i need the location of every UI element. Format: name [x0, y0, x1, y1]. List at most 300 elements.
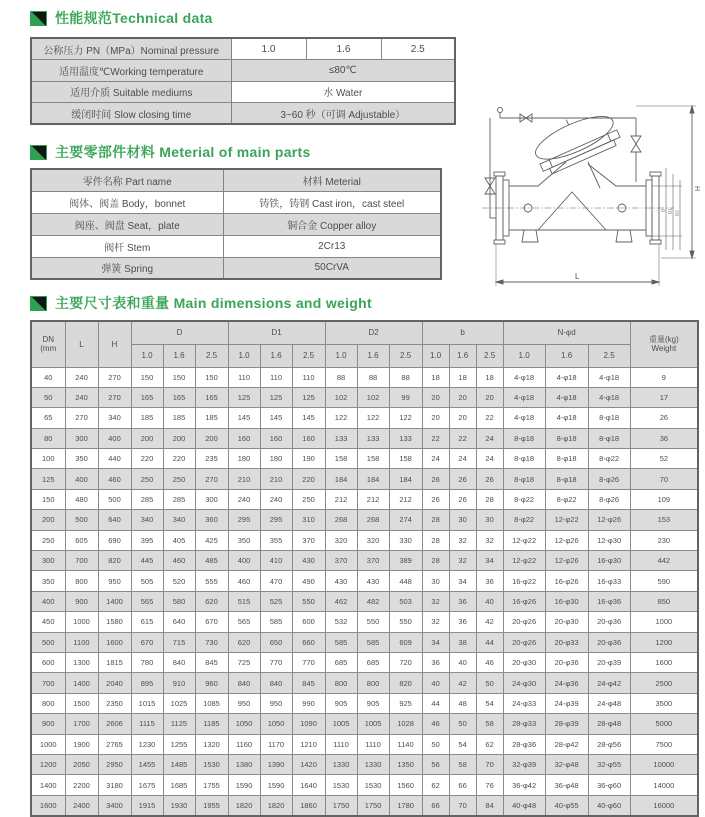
dim-value: 42	[449, 673, 476, 693]
pressure-header: 2.5	[292, 344, 325, 367]
dim-value: 210	[260, 469, 292, 489]
dim-value: 1900	[65, 734, 98, 754]
dim-value: 1200	[630, 632, 698, 652]
dim-value: 184	[357, 469, 389, 489]
dim-row	[31, 591, 698, 611]
dim-value: 185	[163, 408, 195, 428]
dn-value: 350	[31, 571, 65, 591]
dim-value: 230	[630, 530, 698, 550]
dim-value: 685	[357, 652, 389, 672]
dim-value: 180	[228, 449, 260, 469]
dim-value: 480	[65, 489, 98, 509]
dim-value: 565	[131, 591, 163, 611]
material-row	[31, 235, 441, 257]
dim-value: 212	[357, 489, 389, 509]
dim-value: 1815	[98, 652, 131, 672]
valve-technical-drawing	[476, 90, 705, 300]
dim-value: 370	[292, 530, 325, 550]
dn-value: 50	[31, 387, 65, 407]
dim-value: 3180	[98, 775, 131, 795]
dn-value: 65	[31, 408, 65, 428]
dim-value: 1320	[195, 734, 228, 754]
dim-value: 1685	[163, 775, 195, 795]
dim-row	[31, 449, 698, 469]
dim-value: 990	[292, 693, 325, 713]
dim-value: 730	[195, 632, 228, 652]
dim-value: 24-φ36	[545, 673, 588, 693]
dim-value: 1485	[163, 754, 195, 774]
technical-row	[31, 81, 455, 103]
dim-value: 462	[325, 591, 357, 611]
dim-value: 2040	[98, 673, 131, 693]
dim-value: 460	[98, 469, 131, 489]
dim-value: 210	[228, 469, 260, 489]
dim-row	[31, 387, 698, 407]
dim-value: 2200	[65, 775, 98, 795]
dn-value: 900	[31, 714, 65, 734]
pressure-header: 1.6	[260, 344, 292, 367]
dim-value: 285	[163, 489, 195, 509]
dim-value: 503	[389, 591, 422, 611]
dn-value: 1400	[31, 775, 65, 795]
dim-value: 1300	[65, 652, 98, 672]
dim-value: 1050	[260, 714, 292, 734]
dim-value: 4-φ18	[503, 387, 545, 407]
dim-value: 780	[131, 652, 163, 672]
dim-value: 212	[389, 489, 422, 509]
dim-value: 40	[449, 652, 476, 672]
dim-value: 950	[260, 693, 292, 713]
dim-value: 4-φ18	[503, 367, 545, 387]
pressure-header: 1.6	[163, 344, 195, 367]
dim-value: 12-φ26	[545, 530, 588, 550]
dim-value: 26	[476, 469, 503, 489]
dim-value: 1015	[131, 693, 163, 713]
dim-value: 715	[163, 632, 195, 652]
dim-value: 685	[325, 652, 357, 672]
dim-value: 555	[195, 571, 228, 591]
weight-line: Weight	[651, 344, 677, 354]
dim-value: 40-φ60	[588, 795, 630, 815]
dim-value: 270	[65, 408, 98, 428]
dim-value: 550	[389, 612, 422, 632]
dim-value: 3400	[98, 795, 131, 815]
section-marker-icon	[30, 11, 47, 26]
dim-value: 125	[260, 387, 292, 407]
dim-value: 62	[422, 775, 449, 795]
dim-value: 1700	[65, 714, 98, 734]
dim-value: 268	[357, 510, 389, 530]
dim-row	[31, 571, 698, 591]
dim-value: 24-φ30	[503, 673, 545, 693]
dim-value: 585	[357, 632, 389, 652]
dim-value: 36-φ42	[503, 775, 545, 795]
dim-value: 18	[422, 367, 449, 387]
dim-value: 1100	[65, 632, 98, 652]
dim-value: 295	[228, 510, 260, 530]
column-header: 零件名称 Part name	[31, 169, 223, 191]
dim-value: 158	[389, 449, 422, 469]
dim-value: 14000	[630, 775, 698, 795]
dim-value: 310	[292, 510, 325, 530]
dim-value: 30	[476, 510, 503, 530]
dim-value: 725	[228, 652, 260, 672]
dim-value: 1955	[195, 795, 228, 815]
diaphragm-actuator	[528, 102, 623, 176]
dim-value: 350	[65, 449, 98, 469]
dim-value: 395	[131, 530, 163, 550]
dim-value: 16-φ26	[545, 571, 588, 591]
dim-value: 110	[260, 367, 292, 387]
material-value: 2Cr13	[223, 235, 441, 257]
dim-value: 122	[389, 408, 422, 428]
dn-value: 80	[31, 428, 65, 448]
dim-value: 165	[195, 387, 228, 407]
dim-value: 4-φ18	[503, 408, 545, 428]
dim-value: 20-φ39	[588, 652, 630, 672]
dim-value: 165	[163, 387, 195, 407]
dim-value: 20-φ26	[503, 632, 545, 652]
dim-value: 1400	[98, 591, 131, 611]
part-name: 阀杆 Stem	[31, 235, 223, 257]
pressure-header: 1.0	[503, 344, 545, 367]
dim-value: 950	[98, 571, 131, 591]
dim-value: 158	[357, 449, 389, 469]
column-header: 材料 Meterial	[223, 169, 441, 191]
pressure-header: 2.5	[389, 344, 422, 367]
dim-value: 770	[292, 652, 325, 672]
dim-value: 32	[476, 530, 503, 550]
dim-value: 1170	[260, 734, 292, 754]
dim-value: 190	[292, 449, 325, 469]
dim-value: 40	[476, 591, 503, 611]
dim-value: 8-φ22	[503, 510, 545, 530]
dim-value: 620	[195, 591, 228, 611]
dim-value: 1230	[131, 734, 163, 754]
dim-value: 1455	[131, 754, 163, 774]
pressure-header: 2.5	[588, 344, 630, 367]
dim-value: 26	[449, 489, 476, 509]
material-row	[31, 191, 441, 213]
dim-value: 840	[228, 673, 260, 693]
dn-value: 100	[31, 449, 65, 469]
material-value: 铜合金 Copper alloy	[223, 213, 441, 235]
dim-value: 36	[449, 591, 476, 611]
dim-value: 24-φ48	[588, 693, 630, 713]
row-label: 缓闭时间 Slow closing time	[31, 103, 231, 125]
dim-value: 28	[422, 510, 449, 530]
dim-value: 26	[630, 408, 698, 428]
dim-value: 20	[449, 387, 476, 407]
dim-value: 46	[476, 652, 503, 672]
dim-value: 300	[65, 428, 98, 448]
l-header: L	[65, 321, 98, 367]
dim-value: 28-φ39	[545, 714, 588, 734]
dim-value: 184	[325, 469, 357, 489]
dim-value: 1750	[325, 795, 357, 815]
dim-value: 17	[630, 387, 698, 407]
dim-value: 1390	[260, 754, 292, 774]
dim-value: 640	[98, 510, 131, 530]
dimension-label-d: D	[660, 208, 666, 212]
dim-value: 150	[195, 367, 228, 387]
dim-value: 532	[325, 612, 357, 632]
dim-value: 1915	[131, 795, 163, 815]
material-value: 50CrVA	[223, 257, 441, 279]
pressure-header: 1.0	[228, 344, 260, 367]
part-name: 阀体、阀盖 Body，bonnet	[31, 191, 223, 213]
pressure-header: 1.0	[325, 344, 357, 367]
dim-value: 28-φ56	[588, 734, 630, 754]
dim-value: 145	[228, 408, 260, 428]
dim-value: 340	[98, 408, 131, 428]
dim-value: 32	[422, 612, 449, 632]
dimension-label-l: L	[575, 272, 580, 281]
dim-value: 220	[131, 449, 163, 469]
weight-header	[630, 321, 698, 367]
dim-value: 820	[98, 551, 131, 571]
dim-value: 24-φ42	[588, 673, 630, 693]
dim-value: 58	[476, 714, 503, 734]
dim-value: 8-φ26	[588, 489, 630, 509]
dim-value: 1530	[357, 775, 389, 795]
dim-row	[31, 367, 698, 387]
dn-value: 1200	[31, 754, 65, 774]
dim-row	[31, 734, 698, 754]
dim-value: 88	[389, 367, 422, 387]
dim-value: 845	[292, 673, 325, 693]
dim-value: 1005	[325, 714, 357, 734]
dim-value: 20	[422, 408, 449, 428]
dim-value: 32-φ55	[588, 754, 630, 774]
dim-value: 46	[422, 714, 449, 734]
dim-value: 145	[292, 408, 325, 428]
dim-value: 1780	[389, 795, 422, 815]
dim-value: 220	[292, 469, 325, 489]
dim-value: 1590	[260, 775, 292, 795]
dim-value: 1000	[65, 612, 98, 632]
part-name: 弹簧 Spring	[31, 257, 223, 279]
dim-value: 122	[357, 408, 389, 428]
dim-value: 1125	[163, 714, 195, 734]
pressure-header: 2.5	[195, 344, 228, 367]
dim-value: 320	[357, 530, 389, 550]
dim-value: 1530	[325, 775, 357, 795]
dim-value: 1580	[98, 612, 131, 632]
dim-value: 56	[422, 754, 449, 774]
dim-value: 28-φ36	[503, 734, 545, 754]
dim-value: 350	[228, 530, 260, 550]
dim-value: 50	[476, 673, 503, 693]
dim-value: 250	[131, 469, 163, 489]
dim-value: 158	[325, 449, 357, 469]
dim-value: 1675	[131, 775, 163, 795]
dim-value: 30	[449, 510, 476, 530]
dim-row	[31, 795, 698, 815]
dim-value: 200	[131, 428, 163, 448]
dim-value: 26	[449, 469, 476, 489]
material-row	[31, 257, 441, 279]
dim-value: 1140	[389, 734, 422, 754]
dim-value: 16-φ33	[588, 571, 630, 591]
dim-value: 1400	[65, 673, 98, 693]
group-header: D2	[325, 321, 422, 344]
pressure-header: 1.0	[422, 344, 449, 367]
dim-value: 24	[422, 449, 449, 469]
dim-value: 20-φ36	[588, 632, 630, 652]
dim-value: 340	[131, 510, 163, 530]
dim-value: 22	[422, 428, 449, 448]
dim-value: 430	[325, 571, 357, 591]
row-label: 适用温度℃Working temperature	[31, 60, 231, 82]
dim-value: 240	[65, 367, 98, 387]
dim-value: 84	[476, 795, 503, 815]
dim-value: 425	[195, 530, 228, 550]
dim-value: 28	[422, 530, 449, 550]
dim-value: 20	[449, 408, 476, 428]
dim-value: 442	[630, 551, 698, 571]
dn-value: 500	[31, 632, 65, 652]
dn-value: 700	[31, 673, 65, 693]
material-table	[30, 168, 442, 280]
dim-value: 16-φ30	[588, 551, 630, 571]
dim-value: 165	[131, 387, 163, 407]
dn-header	[31, 321, 65, 367]
dim-value: 482	[357, 591, 389, 611]
dim-value: 268	[325, 510, 357, 530]
h-header: H	[98, 321, 131, 367]
dim-value: 150	[163, 367, 195, 387]
dim-value: 70	[449, 795, 476, 815]
group-header: D	[131, 321, 228, 344]
dim-value: 76	[476, 775, 503, 795]
technical-row	[31, 60, 455, 82]
dim-value: 16000	[630, 795, 698, 815]
dim-value: 20-φ36	[545, 652, 588, 672]
dim-value: 330	[389, 530, 422, 550]
dim-value: 40-φ48	[503, 795, 545, 815]
dim-value: 28	[422, 551, 449, 571]
dim-value: 1025	[163, 693, 195, 713]
dim-header-row-1	[31, 321, 698, 344]
dim-value: 250	[163, 469, 195, 489]
dim-value: 133	[389, 428, 422, 448]
dim-value: 122	[325, 408, 357, 428]
dim-value: 8-φ22	[545, 489, 588, 509]
dim-value: 1860	[292, 795, 325, 815]
body-top-contour	[509, 162, 646, 186]
dim-value: 32	[449, 530, 476, 550]
dim-value: 840	[163, 652, 195, 672]
dim-value: 448	[389, 571, 422, 591]
dim-value: 70	[476, 754, 503, 774]
dim-value: 2950	[98, 754, 131, 774]
dim-value: 30	[422, 571, 449, 591]
dim-value: 660	[292, 632, 325, 652]
technical-data-table	[30, 37, 456, 125]
dim-value: 360	[195, 510, 228, 530]
dim-value: 430	[357, 571, 389, 591]
dim-value: 2400	[65, 795, 98, 815]
dim-value: 565	[228, 612, 260, 632]
dim-value: 20-φ30	[545, 612, 588, 632]
dim-value: 180	[260, 449, 292, 469]
dim-row	[31, 652, 698, 672]
dim-value: 1500	[65, 693, 98, 713]
dim-value: 88	[357, 367, 389, 387]
dim-value: 18	[449, 367, 476, 387]
dn-value: 200	[31, 510, 65, 530]
dim-value: 110	[292, 367, 325, 387]
dim-value: 670	[131, 632, 163, 652]
row-label: 适用介质 Suitable mediums	[31, 81, 231, 103]
dim-row	[31, 530, 698, 550]
dim-row	[31, 408, 698, 428]
section-title-text: 主要尺寸表和重量 Main dimensions and weight	[55, 295, 372, 311]
dim-value: 42	[476, 612, 503, 632]
dimension-label-d2: D2	[674, 210, 680, 216]
dim-value: 1820	[260, 795, 292, 815]
dim-value: 185	[195, 408, 228, 428]
dim-value: 24	[476, 428, 503, 448]
dim-value: 145	[260, 408, 292, 428]
dim-value: 8-φ22	[588, 449, 630, 469]
dim-row	[31, 510, 698, 530]
dim-value: 490	[292, 571, 325, 591]
dim-value: 1600	[630, 652, 698, 672]
dim-value: 212	[325, 489, 357, 509]
dim-value: 160	[228, 428, 260, 448]
dn-line: (mm	[40, 344, 57, 354]
dim-value: 925	[389, 693, 422, 713]
dim-value: 24-φ39	[545, 693, 588, 713]
dn-value: 800	[31, 693, 65, 713]
dim-value: 460	[228, 571, 260, 591]
dim-value: 620	[228, 632, 260, 652]
dim-value: 8-φ22	[503, 489, 545, 509]
dim-value: 22	[449, 428, 476, 448]
dimension-label-h: H	[693, 186, 700, 192]
dim-value: 2350	[98, 693, 131, 713]
dim-value: 160	[260, 428, 292, 448]
dim-value: 405	[163, 530, 195, 550]
dn-value: 40	[31, 367, 65, 387]
dim-value: 845	[195, 652, 228, 672]
dim-value: 109	[630, 489, 698, 509]
row-value: ≤80℃	[231, 60, 455, 82]
dn-value: 300	[31, 551, 65, 571]
dim-row	[31, 754, 698, 774]
dim-value: 389	[389, 551, 422, 571]
dim-value: 24	[449, 449, 476, 469]
dim-value: 4-φ18	[545, 408, 588, 428]
dim-value: 200	[195, 428, 228, 448]
dim-value: 525	[260, 591, 292, 611]
dim-value: 295	[260, 510, 292, 530]
dim-value: 66	[449, 775, 476, 795]
dim-value: 700	[65, 551, 98, 571]
dn-line: DN	[42, 335, 55, 345]
dim-value: 690	[98, 530, 131, 550]
dim-value: 2765	[98, 734, 131, 754]
dim-value: 580	[163, 591, 195, 611]
dim-value: 12-φ22	[545, 510, 588, 530]
dim-value: 40-φ55	[545, 795, 588, 815]
dim-value: 3500	[630, 693, 698, 713]
dim-value: 1930	[163, 795, 195, 815]
dim-value: 16-φ30	[545, 591, 588, 611]
pressure-header: 1.6	[545, 344, 588, 367]
